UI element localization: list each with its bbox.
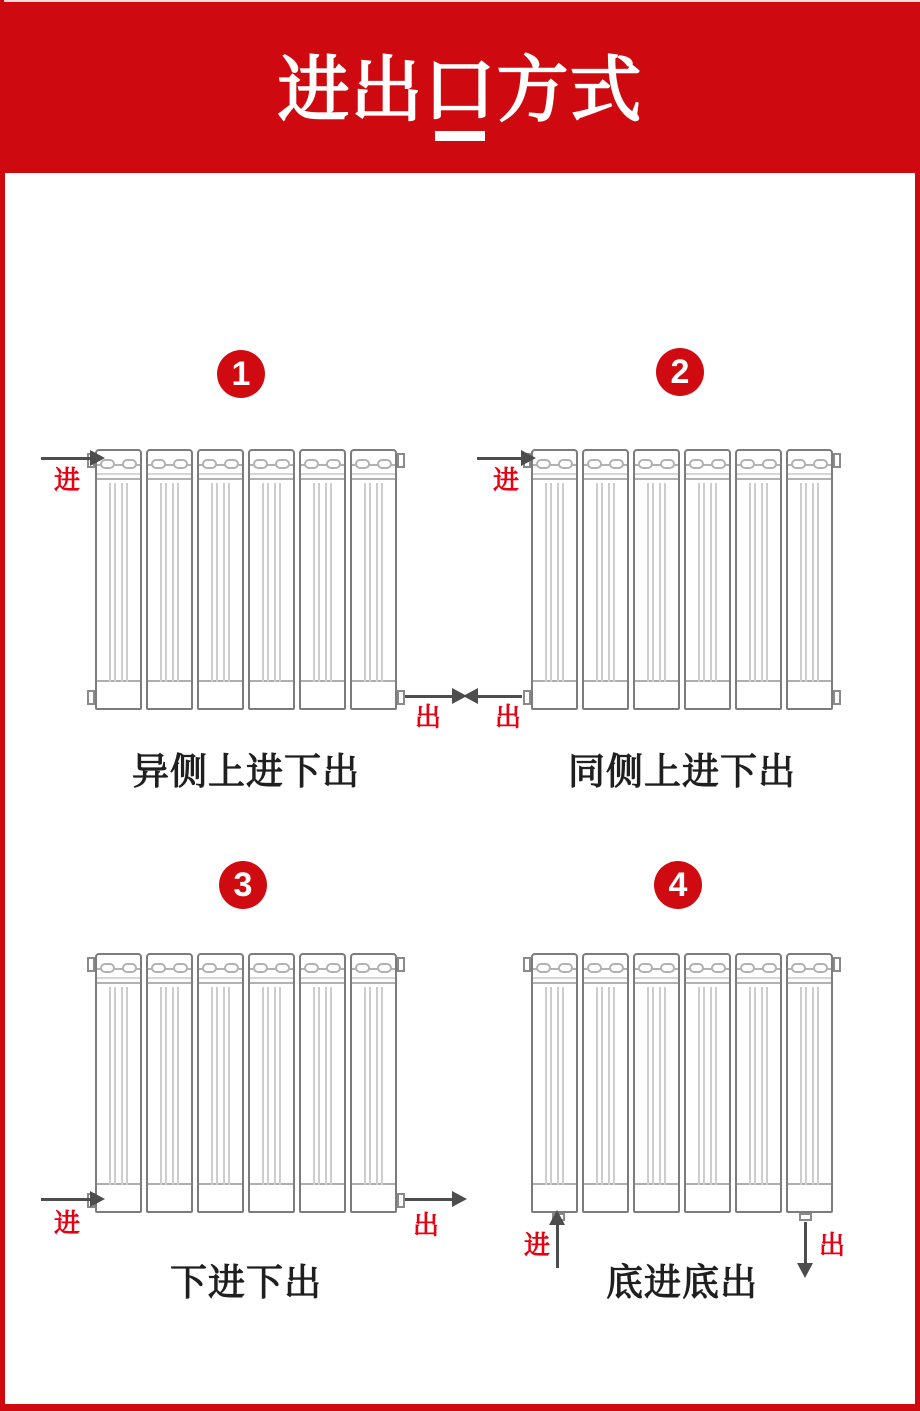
radiator-section — [633, 953, 680, 1213]
diagram-caption: 底进底出 — [606, 1262, 758, 1303]
radiator-sections — [95, 449, 397, 710]
radiator-section — [786, 449, 833, 710]
pipe-stub-bottom-right — [397, 1193, 405, 1208]
step-number: 1 — [231, 354, 251, 393]
pipe-stub-top-right — [397, 957, 405, 972]
step-number: 3 — [233, 865, 253, 904]
page-title: 进出口方式 — [277, 51, 643, 131]
step-number: 2 — [670, 352, 690, 391]
radiator-section — [248, 953, 295, 1213]
radiator-section — [531, 953, 578, 1213]
step-number: 4 — [668, 865, 688, 904]
radiator-section — [350, 449, 397, 710]
radiator-section — [582, 953, 629, 1213]
inlet-label: 进 — [54, 465, 81, 495]
diagram-4-underside-in-underside-out — [460, 788, 915, 1404]
pipe-stub-bottom-right — [397, 690, 405, 705]
pipe-stub-bottom-right — [833, 690, 841, 705]
outlet-label: 出 — [413, 1210, 440, 1240]
radiator-section — [146, 953, 193, 1213]
radiator-section — [531, 449, 578, 710]
radiator-illustration — [95, 449, 397, 710]
outlet-arrow-icon — [804, 1222, 807, 1264]
radiator-section — [735, 449, 782, 710]
pipe-stub-under-right — [799, 1213, 812, 1221]
diagram-caption: 异侧上进下出 — [132, 751, 360, 792]
header-banner — [0, 0, 920, 173]
radiator-illustration — [95, 953, 397, 1213]
pipe-stub-top-right — [833, 957, 841, 972]
pipe-stub-top-right — [833, 453, 841, 468]
step-badge-3 — [219, 861, 267, 909]
radiator-section — [95, 449, 142, 710]
radiator-section — [633, 449, 680, 710]
inlet-arrow-icon — [477, 457, 522, 460]
radiator-section — [684, 953, 731, 1213]
outlet-label: 出 — [495, 702, 522, 732]
outlet-label: 出 — [415, 702, 442, 732]
title-underline-dash — [435, 131, 485, 141]
inlet-arrow-icon — [41, 457, 91, 460]
radiator-section — [197, 953, 244, 1213]
pipe-stub-top-left — [87, 957, 95, 972]
radiator-sections — [531, 449, 833, 710]
radiator-section — [146, 449, 193, 710]
radiator-section — [684, 449, 731, 710]
pipe-stub-bottom-left — [523, 690, 531, 705]
radiator-illustration — [531, 449, 833, 710]
radiator-illustration — [531, 953, 833, 1213]
inlet-label: 进 — [493, 465, 520, 495]
radiator-section — [786, 953, 833, 1213]
radiator-section — [582, 449, 629, 710]
content-panel — [5, 173, 915, 1404]
outlet-arrow-icon — [477, 695, 522, 698]
step-badge-1 — [217, 350, 265, 398]
radiator-section — [350, 953, 397, 1213]
pipe-stub-top-right — [397, 453, 405, 468]
outlet-arrow-icon — [405, 1198, 453, 1201]
radiator-section — [299, 953, 346, 1213]
outlet-label: 出 — [819, 1230, 846, 1260]
radiator-section — [95, 953, 142, 1213]
diagram-caption: 下进下出 — [170, 1262, 322, 1303]
step-badge-2 — [656, 348, 704, 396]
inlet-arrow-icon — [41, 1198, 91, 1201]
radiator-sections — [95, 953, 397, 1213]
radiator-section — [248, 449, 295, 710]
radiator-section — [197, 449, 244, 710]
inlet-arrow-icon — [556, 1224, 559, 1268]
diagram-3-bottom-in-bottom-out — [5, 788, 460, 1404]
pipe-stub-bottom-left — [87, 690, 95, 705]
outlet-arrow-icon — [405, 695, 453, 698]
diagram-2-same-side-top-in-bottom-out — [460, 173, 915, 792]
inlet-label: 进 — [54, 1208, 81, 1238]
inlet-label: 进 — [524, 1230, 551, 1260]
radiator-section — [299, 449, 346, 710]
diagram-caption: 同侧上进下出 — [568, 751, 796, 792]
radiator-section — [735, 953, 782, 1213]
diagram-1-opposite-side-top-in-bottom-out — [5, 173, 460, 792]
step-badge-4 — [654, 861, 702, 909]
pipe-stub-top-left — [523, 957, 531, 972]
radiator-sections — [531, 953, 833, 1213]
